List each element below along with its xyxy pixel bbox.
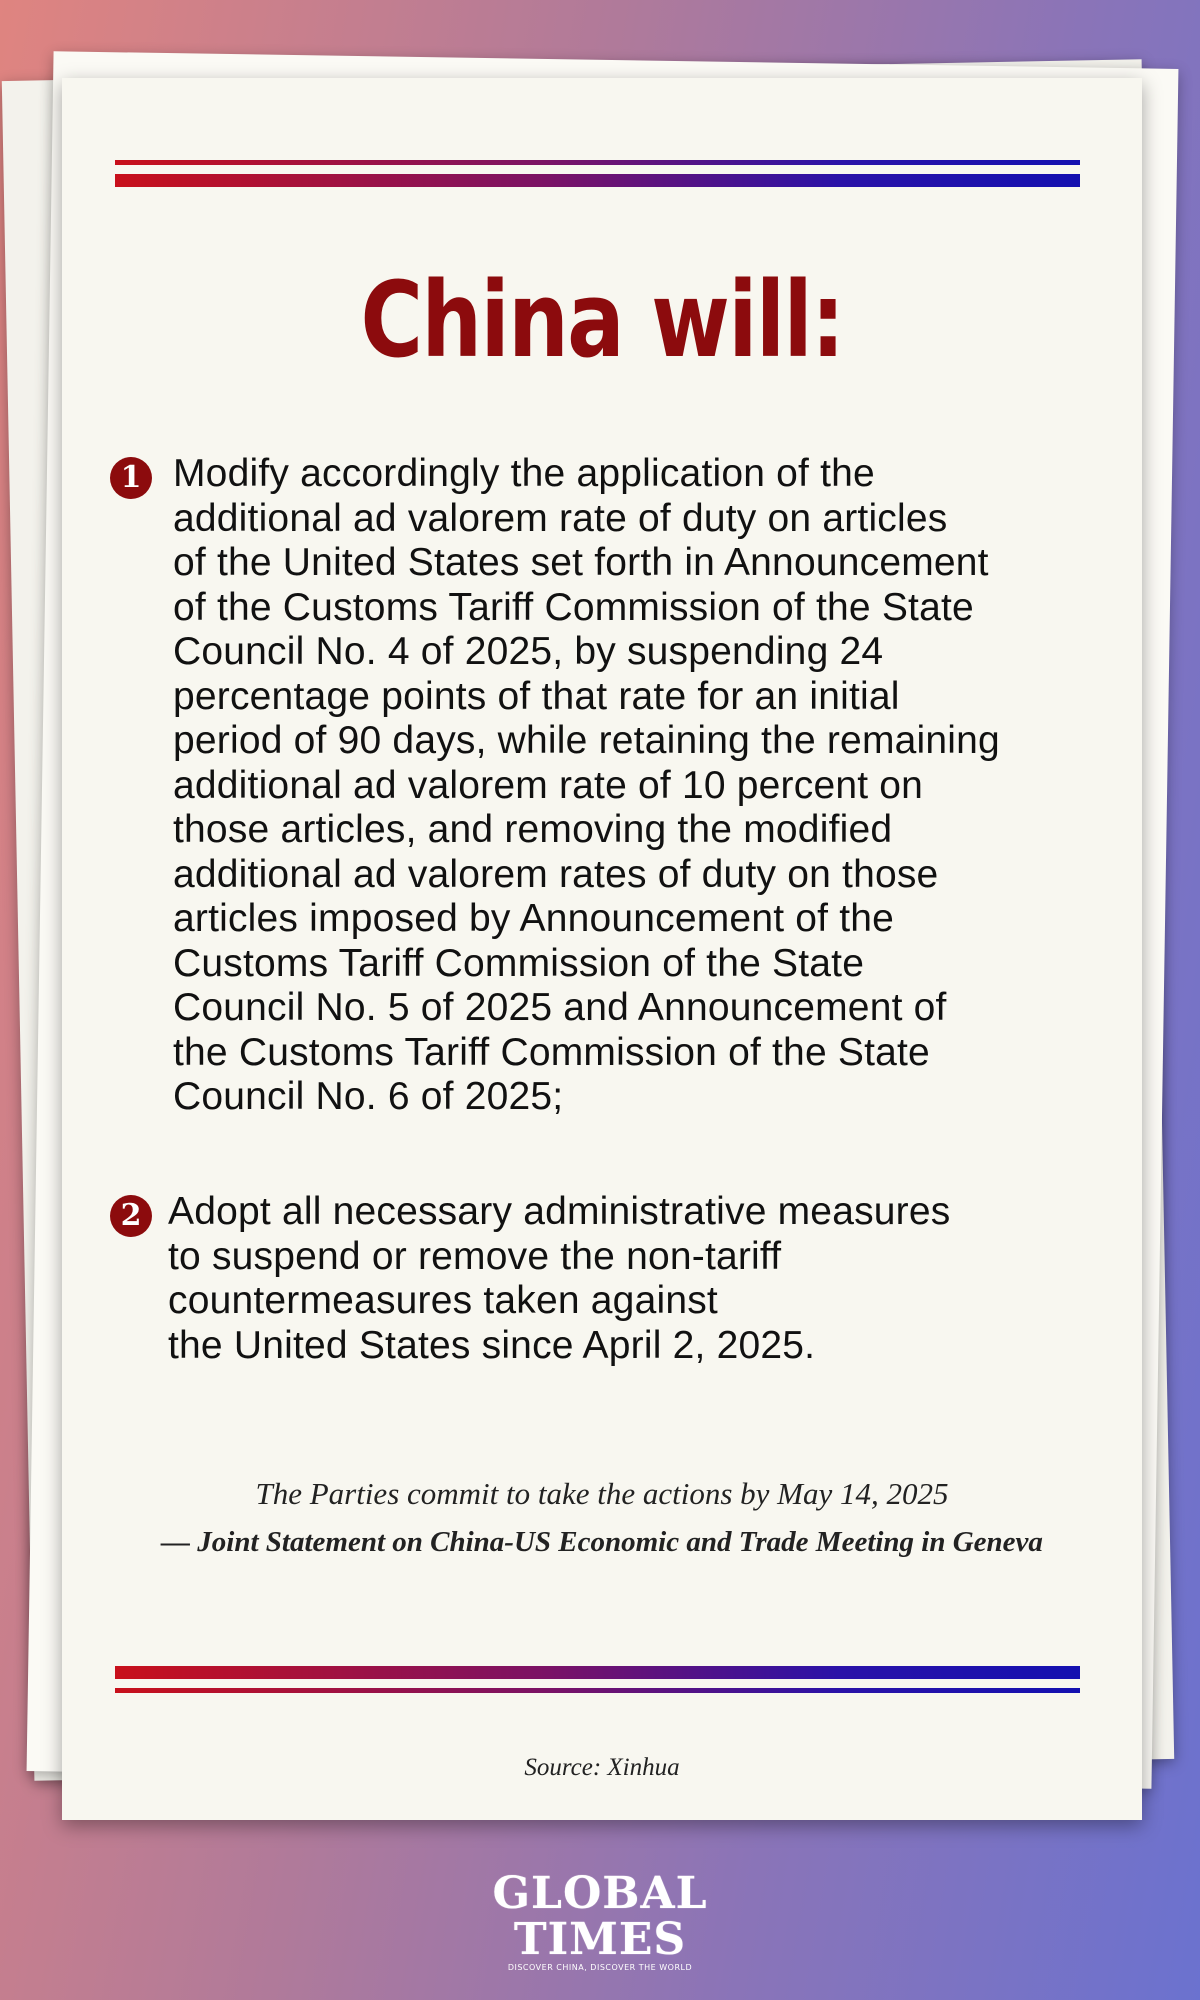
top-rule-thin bbox=[115, 160, 1080, 165]
list-item-text: Modify accordingly the application of the additional ad valorem rate of duty on articles of the United States set forth in Announcement of the Customs Tariff Commission of the State Council No. 4 of 2025, by suspending 24 percentage points of that rate for an initial period of 90 days, while retaining the remaining additional ad valorem rate of 10 percent on those articles, and removing the modified additional ad valorem rates of duty on those articles imposed by Announcement of the Customs Tariff Commission of the State Council No. 5 of 2025 and Announcement of the Customs Tariff Commission of the State Council No. 6 of 2025; bbox=[173, 452, 1000, 1118]
logo-line-global: GLOBAL bbox=[492, 1868, 708, 1919]
quote-attribution: — Joint Statement on China-US Economic and Trade Meeting in Geneva bbox=[161, 1526, 1043, 1558]
quote-text: The Parties commit to take the actions by May 14, 2025 bbox=[255, 1476, 949, 1511]
bottom-rule-thin bbox=[115, 1688, 1080, 1693]
global-times-logo bbox=[450, 1868, 750, 1972]
source-credit: Source: Xinhua bbox=[524, 1754, 680, 1781]
list-item-text: Adopt all necessary administrative measures to suspend or remove the non-tariff countermeasures taken against the United States since April 2, 2025. bbox=[168, 1190, 951, 1367]
top-rule-thick bbox=[115, 174, 1080, 187]
bottom-rule-thick bbox=[115, 1666, 1080, 1679]
number-badge: 2 bbox=[110, 1195, 152, 1237]
page-title: China will: bbox=[360, 259, 844, 381]
logo-line-times: TIMES bbox=[513, 1914, 687, 1965]
number-badge: 1 bbox=[110, 457, 152, 499]
logo-tagline: DISCOVER CHINA, DISCOVER THE WORLD bbox=[507, 1963, 693, 1972]
